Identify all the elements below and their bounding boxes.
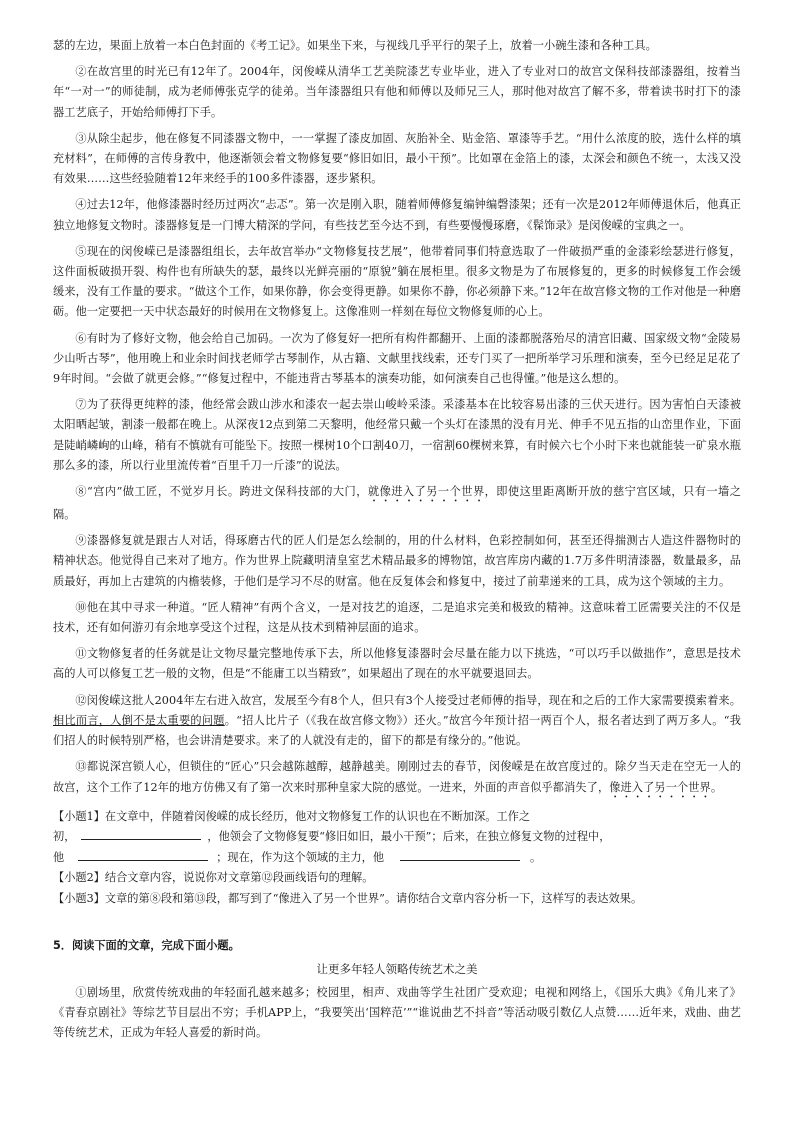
- article-paragraph-5: ⑤现在的闵俊嵘已是漆器组组长，去年故宫举办“文物修复技艺展”，他带着同事们特意选取了一件破损严重的金漆彩绘瑟进行修复，这件面板破损开裂、构件也有所缺失的瑟，最终以光鲜亮丽的“原貌”躺在展柜里。很多文物是为了布展修复的，更多的时候修复工作会缓缓来，没有工作量的要求。“做这个工作，如果你静，你会变得更静。如果你不静，你必须静下来。”12年在故宫修文物的工作对他是一种磨砺。他一定要把一天中状态最好的时候用在文物修复上。这像准则一样刻在每位文物修复师的心上。: [53, 244, 741, 319]
- answer-blank-3[interactable]: [400, 848, 520, 861]
- paragraph-12-end: 。“招人比片子（《我在故宫修文物》）还火。”故宫今年预计招一两百个人，报名者达到了两万多人。“我们招人的时候特别严格，也会讲清楚要求。来了的人就没有走的，留下的都是有缘分的。”他说。: [53, 713, 741, 748]
- paragraph-8-emphasis: 就像进入了另一个世界: [367, 485, 485, 499]
- spacer: [53, 909, 741, 937]
- paragraph-13-start: ⑬都说深宫锁人心，但锁住的“匠心”只会越陈越醇，越静越美。刚刚过去的春节，闵俊嵘是在故宫度过的。除夕当天走在空无一人的故宫，这个工作了12年的地方仿佛又有了第一次来时那种皇家大院的感觉。一进来，外面的声音似乎都消失了，: [53, 760, 741, 794]
- paragraph-8-end: ，即使这里距离断开放的慈宁宫区域，只有一墙之隔。: [53, 485, 741, 522]
- article-paragraph-11: ⑪文物修复者的任务就是让文物尽量完整地传承下去，所以他修复漆器时会尽量在能力以下挑选，“可以巧手以做拙作”，意思是技术高的人可以修复工艺一般的文物，但是“不能庸工以当精致”，如果超出了现在的水平就要退回去。: [53, 647, 741, 681]
- article-paragraph-4: ④过去12年，他修漆器时经历过两次“忐忑”。第一次是刚入职，随着师傅修复编钟编磬漆架；还有一次是2012年师傅退休后，他真正独立地修复文物时。漆器修复是一门博大精深的学问，有些技艺至今达不到，有些要慢慢琢磨，《髹饰录》是闵俊嵘的宝典之一。: [53, 198, 741, 232]
- paragraph-12-underlined: 相比而言，人倒不是太重要的问题: [53, 713, 225, 727]
- question-2: [53, 868, 741, 889]
- article-paragraph-9: ⑨漆器修复就是跟古人对话，得琢磨古代的匠人们是怎么绘制的，用的什么材料，色彩控制如何，甚至还得揣测古人造这件器物时的精神状态。他觉得自己来对了地方。作为世界上院藏明清皇室艺术精品最多的博物馆，故宫库房内藏的1.7万多件明清漆器，数量最多，品质最好，再加上古建筑的内檐装修，于他们是学习不尽的财富。他在反复体会和修复中，接过了前辈递来的工具，成为这个领域的主力。: [53, 534, 741, 588]
- question-1-he: 他: [53, 850, 65, 864]
- paragraph-8-start: ⑧“宫内”做工匠，不觉岁月长。跨进文保科技部的大门，: [75, 485, 368, 499]
- question-1-mid: ，他领会了文物修复要“修旧如旧，最小干预”；后来，在独立修复文物的过程中，: [207, 830, 611, 843]
- article-paragraph-13: [53, 757, 741, 800]
- article-paragraph-6: ⑥有时为了修好文物，他会给自己加码。一次为了修复好一把所有构件都翻开、上面的漆都脱落殆尽的清宫旧藏、国家级文物“金陵易少山听古琴”，他用晚上和业余时间找老师学古琴制作，从古籍、文献里找线索，还专门买了一把所举学习乐理和演奏，至今已经足足花了9年时间。“会做了就更会修。”“修复过程中，不能违背古琴基本的演奏功能，如何演奏自己也得懂。”他是这么想的。: [53, 331, 741, 386]
- question-1-text: 在文章中，伴随着闵俊嵘的成长经历，他对文物修复工作的认识也在不断加深。工作之: [104, 809, 531, 823]
- question-1-line-3: [53, 848, 741, 869]
- question-1-end: 。: [530, 850, 542, 864]
- question-2-text: 结合文章内容，说说你对文章第⑫段画线语句的理解。: [104, 871, 374, 884]
- section-5-title: 让更多年轻人领略传统艺术之美: [316, 962, 478, 976]
- article-paragraph-7: ⑦为了获得更纯粹的漆，他经常会跋山涉水和漆农一起去崇山峻岭采漆。采漆基本在比较容易出漆的三伏天进行。因为害怕白天漆被太阳晒起皱，割漆一般都在晚上。从深夜12点到第二天黎明，他经常只戴一个头灯在漆黑的没有月光、伸手不见五指的山峦里作业，下面是陡峭嶙峋的山峰，稍有不慎就有可能坠下。按照一棵树10个口割40刀，一宿割60棵树来算，有时候六七个小时下来也就能装一矿泉水瓶那么多的漆，所以行业里流传着“百里千刀一斤漆”的说法。: [53, 398, 741, 472]
- paragraph-13-emphasis: 像进入了另一个世界: [609, 780, 711, 794]
- question-3-text: 文章的第⑧段和第⑬段，都写到了“像进入了另一个世界”。请你结合文章内容分析一下，这样写的表达效果。: [104, 891, 643, 905]
- article-paragraph-10: ⑩他在其中寻求一种道。“匠人精神”有两个含义，一是对技艺的追逐，二是追求完美和极致的精神。这意味着工匠需要关注的不仅是技术，还有如何游刃有余地享受这个过程，这是从技术到精神层面的追求。: [53, 600, 741, 635]
- question-1-now: ；现在，作为这个领域的主力，他: [216, 850, 385, 864]
- question-3-label: 【小题3】: [53, 891, 105, 905]
- question-3: [53, 889, 741, 910]
- article-paragraph-3: ③从除尘起步，他在修复不同漆器文物中，一一掌握了漆皮加固、灰胎补全、贴金箔、罩漆等手艺。“用什么浓度的胶，选什么样的填充材料”，在师傅的言传身教中，他逐渐领会着文物修复要“修旧如旧，最小干预”。比如罩在金箔上的漆，太深会和颜色不统一，太浅又没有效果……这些经验随着12年来经手的100多件漆器，逐步紧积。: [53, 131, 741, 186]
- question-1-label: 【小题1】: [53, 809, 105, 823]
- question-1-line-2: [53, 827, 741, 848]
- questions-block: [53, 807, 741, 910]
- question-2-label: 【小题2】: [53, 871, 105, 884]
- section-5-paragraph-1: ①剧场里，欣赏传统戏曲的年轻面孔越来越多；校园里，相声、戏曲等学生社团广受欢迎；电视和网络上，《国乐大典》《角儿来了》《青春京剧社》等综艺节目层出不穷；手机APP上，“我要笑出‘国粹范’”“谁说曲艺不抖音”等活动吸引数亿人点赞……近年来，戏曲、曲艺等传统艺术，正成为年轻人喜爱的新时尚。: [53, 986, 741, 1040]
- question-1-prefix: 初，: [53, 830, 76, 843]
- article-paragraph-8: [53, 482, 741, 525]
- answer-blank-2[interactable]: [78, 848, 208, 861]
- question-1: [53, 807, 741, 828]
- article-paragraph-12: [53, 691, 741, 752]
- article-paragraph-0: 瑟的左边，果面上放着一本白色封面的《考工记》。如果坐下来，与视线几乎平行的架子上，放着一小碗生漆和各种工具。: [53, 39, 657, 52]
- answer-blank-1[interactable]: [81, 827, 201, 840]
- exam-page: [53, 36, 741, 1050]
- paragraph-13-end: 。: [710, 780, 723, 794]
- paragraph-12-start: ⑫闵俊嵘这批人2004年左右进入故宫，发展至今有8个人，但只有3个人接受过老师傅的指导，现在和之后的工作大家需要摸索着来。: [75, 693, 741, 707]
- section-5-heading: 5．阅读下面的文章，完成下面小题。: [53, 939, 240, 952]
- article-paragraph-2: ②在故宫里的时光已有12年了。2004年，闵俊嵘从清华工艺美院漆艺专业毕业，进入了专业对口的故宫文保科技部漆器组，按着当年“一对一”的师徒制，成为老师傅张克学的徒弟。当年漆器组只有他和师傅以及师兄三人，那时他对故宫了解不多，带着读书时打下的漆器工艺底子，开始给师傅打下手。: [53, 65, 741, 119]
